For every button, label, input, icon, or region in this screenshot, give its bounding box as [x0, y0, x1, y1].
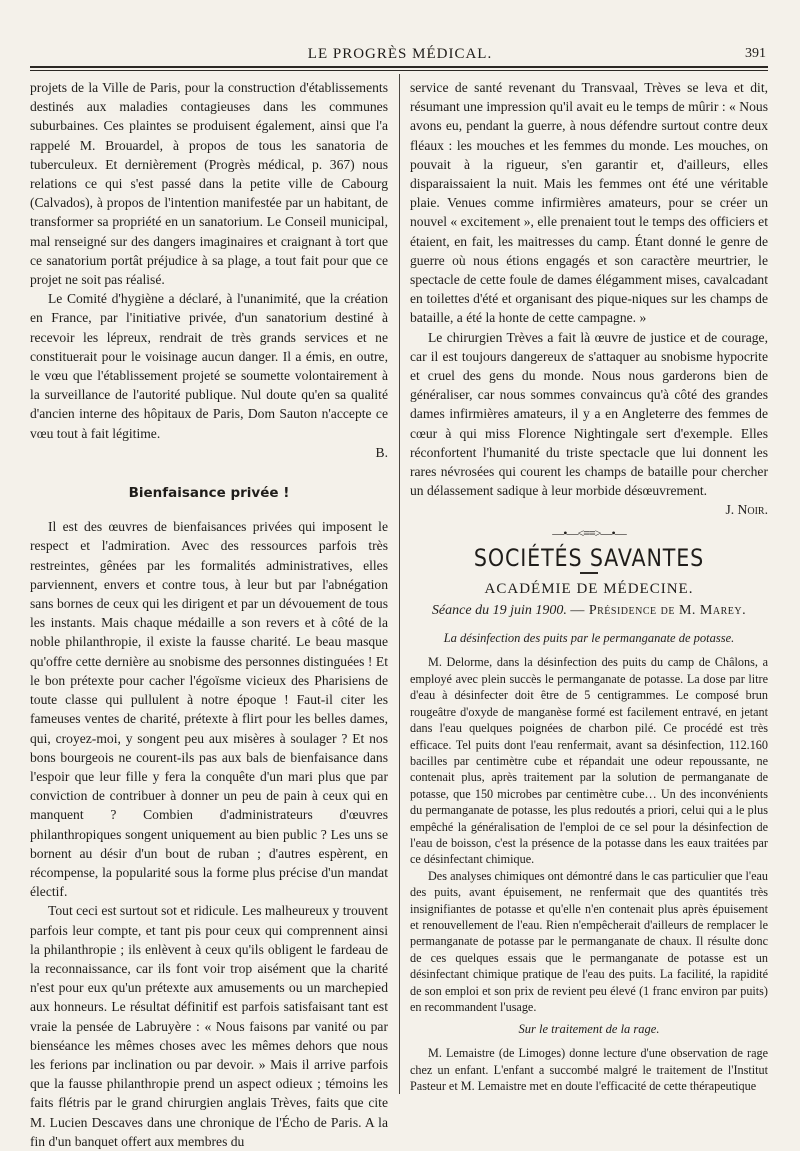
session-date: Séance du 19 juin 1900. — [431, 603, 567, 619]
paragraph: Le Comité d'hygiène a déclaré, à l'unanimité, que la création en France, par l'initiative privée, d'un sanatorium destiné à recevoir les lépreux, rendrait de très grands services et ne constituerait pour le voisinage aucun danger. Il a émis, en outre, le vœu que l'établissement projeté se soumette volontairement à la surveillance de l'autorité publique. Nul doute qu'en sa qualité d'ancien interne des hôpitaux de Paris, Dom Sauton n'accepte ce vœu tout à fait légitime. — [30, 291, 388, 441]
section-title: SOCIÉTÉS SAVANTES — [473, 543, 705, 572]
paragraph: Il est des œuvres de bienfaisances privées qui imposent le respect et l'admiration. Avec des ressources parfois très restreintes, gênées par les formalités administratives, elles parviennent, envers et contre tous, à leur but par l'abnégation sans bornes de ceux qui les dirigent et par un dévouement de tous les instants. Mais chaque médaille a son revers et à côté de la noble philanthropie, il existe la fausse charité. Le beau masque qu'offre cette dernière au snobisme des personnes distinguées ! Et le bon prétexte pour cacher l'égoïsme vicieux des Pharisiens de toute classe qui pullulent à notre époque ! Faut-il citer les fameuses ventes de charité, prétexte à flirt pour les belles dames, qui, croyez-moi, y songent peu aux misères à soulager ? Et nos bons bourgeois ne courent-ils pas aux bals de bienfaisance dans l'espoir que leur fille y fera la conquête d'un mari plus que par conviction de contribuer à donner un peu de pain à ceux qui en manquent ? Combien d'administrateurs d'œuvres philanthropiques songent uniquement au bien public ? Les uns se bornent au désir d'un bout de ruban ; d'autres espèrent, en récompense, la popularité sous la forme plus précise d'un mandat électif. — [30, 519, 388, 900]
paragraph: Des analyses chimiques ont démontré dans le cas particulier que l'eau des puits, avant épuisement, ne renfermait que des quantités très insignifiantes de potasse et qu'elle n'en contenait plus après épuisement et renouvellement de l'eau. Rien n'empêcherait d'ailleurs de remplacer le permanganate de potasse par le permanganate de chaux. Il résulte donc de ces quelques essais que le permanganate de potasse est un désinfectant chimique pratique de l'eau des puits. La facilité, la rapidité de son emploi et son prix de revient peu élevé (1 franc environ par puits) en recommandent l'usage. — [410, 868, 768, 1015]
signature: J. Noir. — [725, 502, 768, 518]
paragraph: projets de la Ville de Paris, pour la construction d'établissements destinés aux maladies contagieuses dans les communes suburbaines. Ces plaintes se produisent également, ainsi que l'a rappelé M. Brouardel, à propos de tous les sanatoria de tuberculeux. Et dernièrement (Progrès médical, p. 367) nous relations ce qui s'est passé dans la petite ville de Cabourg (Calvados), à propos de l'intention manifestée par un habitant, de transformer sa propriété en un sanatorium. Le Conseil municipal, mal renseigné sur des dangers imaginaires et craignant à tort que ce sanatorium portât préjudice à sa plage, a tout fait pour que ce projet ne soit pas réalisé. — [30, 80, 388, 288]
page-header — [0, 0, 800, 70]
session-line — [410, 601, 768, 620]
section-heading: Bienfaisance privée ! — [128, 485, 290, 502]
paragraph: Le chirurgien Trèves a fait là œuvre de justice et de courage, car il est toujours dangereux de s'attaquer au snobisme hypocrite et cruel des gens du monde. Nous nous garderons bien de généraliser, car nous sommes convaincus qu'à côté des grandes dames infirmières amateurs, il y a en Angleterre des femmes de cœur à qui miss Florence Nightingale sert d'exemple. Elles réconfortent l'humanité du triste spectacle que lui donnent les rares névrosées qui courent les champs de bataille pour chercher un délassement sadique à leur morbide désœuvrement. — [410, 329, 768, 499]
paragraph: M. Delorme, dans la désinfection des puits du camp de Châlons, a employé avec plein succès le permanganate de potasse. La dose par litre d'eau à désinfecter doit être de 5 centigrammes. Le composé brun rougeâtre d'oxyde de manganèse formé est facilement entravé, en jetant dans l'eau quelques poignées de charbon pilé. Ce procédé est très efficace. Tel puits dont l'eau renfermait, avant sa désinfection, 112.160 bacilles par centimètre cube et répandait une odeur repoussante, ne contenait plus, après traitement par la solution de permanganate de potasse, que 150 microbes par centimètre cube… Un des inconvénients du permanganate de potasse, les plus redoutés a priori, celui qui a le plus empêché la généralisation de l'emploi de ce sel pour la désinfection de l'eau de boisson, c'est la présence de la potasse dans les eaux traitées par ce désinfectant chimique. — [410, 655, 768, 867]
ornament-divider: —•—<≡≡>—•— — [552, 525, 626, 540]
header-rule — [30, 66, 768, 68]
paragraph: Tout ceci est surtout sot et ridicule. Les malheureux y trouvent parfois leur compte, et tant pis pour ceux qui comprennent ainsi la philanthropie ; ils enlèvent à ceux qu'ils obligent le fardeau de la reconnaissance, car ils font voir trop aisément que la charité n'est pour eux qu'un prétexte aux amusements ou un marchepied aux honneurs. Le résultat définitif est parfois satisfaisant tant est vraie la pensée de Labruyère : « Nous faisons par vanité ou par bienséance les mêmes choses avec les mêmes dehors que nous les ferions par inclination ou par devoir. » Mais il arrive parfois que la fausse philanthropie prend un aspect odieux ; témoins les faits flétris par le grand chirurgien anglais Trèves, faits que cite M. Lucien Descaves dans une chronique de l'Écho de Paris. A la fin d'un banquet offert aux membres du — [30, 903, 388, 1149]
left-column — [30, 78, 388, 1151]
topic-title: La désinfection des puits par le permanganate de potasse. — [443, 631, 735, 646]
paragraph: M. Lemaistre (de Limoges) donne lecture d'une observation de rage chez un enfant. L'enfant a succombé malgré le traitement de l'Institut Pasteur et M. Lemaistre met en doute l'efficacité de cette thérapeutique — [410, 1046, 768, 1094]
right-column — [410, 78, 768, 1095]
running-title: LE PROGRÈS MÉDICAL. — [307, 46, 493, 62]
short-rule — [580, 572, 598, 574]
topic-title: Sur le traitement de la rage. — [518, 1022, 660, 1037]
column-divider — [399, 74, 400, 1094]
signature: B. — [375, 444, 388, 460]
page-number: 391 — [745, 46, 766, 61]
header-rule-thin — [30, 70, 768, 71]
paragraph: service de santé revenant du Transvaal, Trèves se leva et dit, résumant une impression qu'il avait eu le temps de mûrir : « Nous avons eu, pendant la guerre, à nous défendre surtout contre deux fléaux : les mouches et les femmes du monde. Les mouches, on pouvait à la rigueur, s'en garantir et, d'ailleurs, elles disparaissaient la nuit. Mais les femmes ont été une véritable plaie. Venues comme infirmières amateurs, pour se créer un nouvel « excitement », elle prenaient tout le temps des officiers et étaient, en fait, les maitresses du camp. Étant donné le genre de guerre où nous étions engagés et son caractère meurtrier, le spectacle de cette foule de dames élégamment mises, cavalcadant en toilettes d'été et organisant des pique-niques sur les champs de bataille, a été la honte de cette campagne. » — [410, 80, 768, 326]
academy-heading: ACADÉMIE DE MÉDECINE. — [484, 581, 694, 598]
session-president: — Présidence de M. Marey. — [570, 603, 747, 619]
